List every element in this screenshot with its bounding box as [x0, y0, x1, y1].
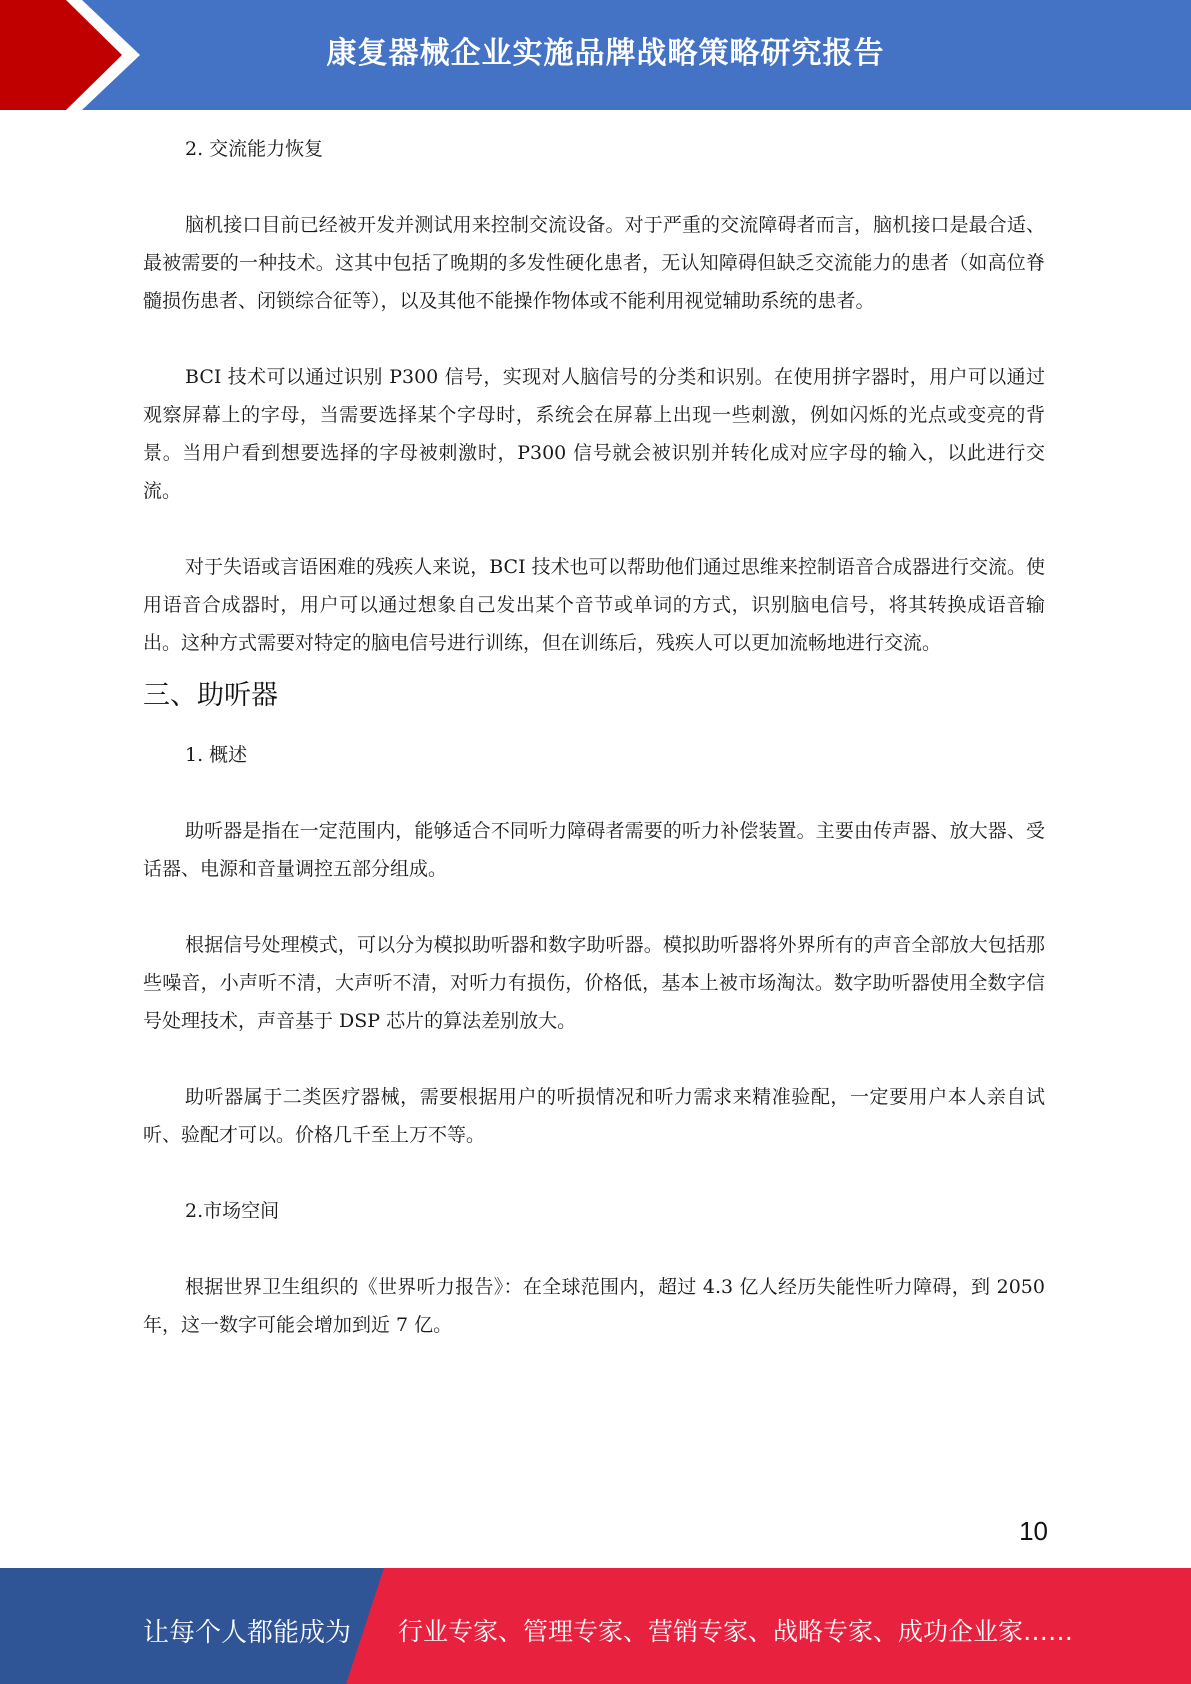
- subheading-overview: 1. 概述: [185, 744, 248, 766]
- paragraph: 对于失语或言语困难的残疾人来说，BCI 技术也可以帮助他们通过思维来控制语音合成器进行交流。使用语音合成器时，用户可以通过想象自己发出某个音节或单词的方式，识别脑电信号，将其转换成语音输出。这种方式需要对特定的脑电信号进行训练，但在训练后，残疾人可以更加流畅地进行交流。: [143, 556, 1045, 654]
- footer-slogan-left: 让每个人都能成为: [143, 1618, 352, 1648]
- document-body: [143, 130, 1045, 1344]
- report-title: 康复器械企业实施品牌战略策略研究报告: [326, 36, 885, 71]
- page-footer: [0, 1568, 1191, 1684]
- subheading-communication-recovery: 2. 交流能力恢复: [185, 138, 324, 160]
- paragraph: 助听器属于二类医疗器械，需要根据用户的听损情况和听力需求来精准验配，一定要用户本人亲自试听、验配才可以。价格几千至上万不等。: [143, 1086, 1045, 1146]
- subheading-market-space: 2.市场空间: [185, 1200, 280, 1222]
- paragraph: 脑机接口目前已经被开发并测试用来控制交流设备。对于严重的交流障碍者而言，脑机接口是最合适、最被需要的一种技术。这其中包括了晚期的多发性硬化患者，无认知障碍但缺乏交流能力的患者（如高位脊髓损伤患者、闭锁综合征等），以及其他不能操作物体或不能利用视觉辅助系统的患者。: [143, 214, 1045, 312]
- footer-slogan-right: 行业专家、管理专家、营销专家、战略专家、成功企业家……: [398, 1617, 1074, 1646]
- paragraph: 根据信号处理模式，可以分为模拟助听器和数字助听器。模拟助听器将外界所有的声音全部放大包括那些噪音，小声听不清，大声听不清，对听力有损伤，价格低，基本上被市场淘汰。数字助听器使用全数字信号处理技术，声音基于 DSP 芯片的算法差别放大。: [143, 934, 1045, 1032]
- section-title-hearing-aids: 三、助听器: [143, 680, 278, 711]
- paragraph: 助听器是指在一定范围内，能够适合不同听力障碍者需要的听力补偿装置。主要由传声器、放大器、受话器、电源和音量调控五部分组成。: [143, 820, 1045, 880]
- paragraph: BCI 技术可以通过识别 P300 信号，实现对人脑信号的分类和识别。在使用拼字器时，用户可以通过观察屏幕上的字母，当需要选择某个字母时，系统会在屏幕上出现一些刺激，例如闪烁的光点或变亮的背景。当用户看到想要选择的字母被刺激时，P300 信号就会被识别并转化成对应字母的输入，以此进行交流。: [143, 366, 1045, 502]
- page-number: 10: [1019, 1516, 1048, 1546]
- page-header: [0, 0, 1191, 110]
- paragraph: 根据世界卫生组织的《世界听力报告》：在全球范围内，超过 4.3 亿人经历失能性听力障碍，到 2050 年，这一数字可能会增加到近 7 亿。: [143, 1276, 1045, 1336]
